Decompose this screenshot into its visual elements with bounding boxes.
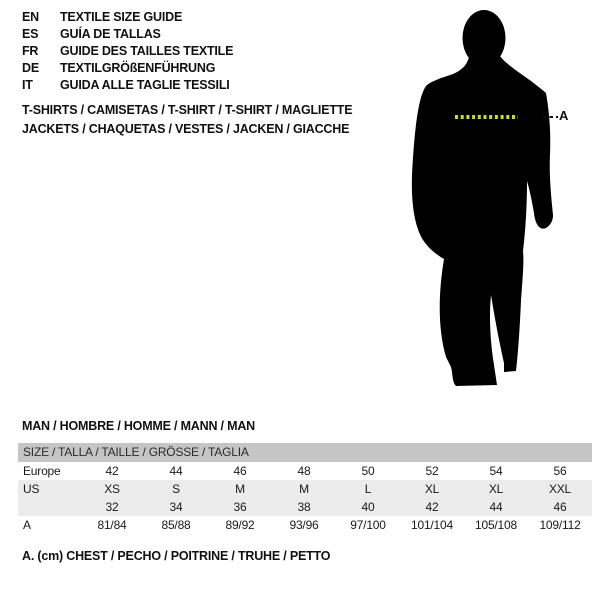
size-cell: XL [424, 482, 440, 496]
language-title: GUIDA ALLE TAGLIE TESSILI [60, 78, 230, 92]
footnote-chest: A. (cm) CHEST / PECHO / POITRINE / TRUHE / PETTO [22, 549, 331, 563]
language-title: TEXTILGRÖßENFÜHRUNG [60, 61, 216, 75]
language-title: TEXTILE SIZE GUIDE [60, 10, 183, 24]
section-title-man: MAN / HOMBRE / HOMME / MANN / MAN [22, 419, 255, 433]
size-cell: M [235, 482, 245, 496]
size-cell: 101/104 [411, 518, 453, 532]
language-list [22, 9, 233, 94]
size-cell: 105/108 [475, 518, 517, 532]
size-cell: XL [488, 482, 504, 496]
size-cell: L [364, 482, 372, 496]
row-label: Europe [23, 464, 61, 478]
category-tshirts: T-SHIRTS / CAMISETAS / T-SHIRT / T-SHIRT / MAGLIETTE [22, 103, 353, 117]
size-cell: 44 [489, 500, 503, 514]
size-cell: M [299, 482, 309, 496]
language-code: FR [22, 44, 39, 58]
table-row [18, 462, 592, 480]
garment-categories [22, 101, 352, 139]
size-cell: S [172, 482, 180, 496]
size-cell: 93/96 [289, 518, 319, 532]
size-table [18, 443, 592, 534]
size-cell: 38 [297, 500, 311, 514]
size-cell: 52 [425, 464, 439, 478]
man-silhouette [405, 5, 570, 395]
size-cell: 34 [169, 500, 183, 514]
size-table-body [18, 462, 592, 534]
size-cell: XXL [548, 482, 572, 496]
size-cell: 97/100 [350, 518, 386, 532]
measure-label-a: A [559, 108, 569, 123]
category-jackets: JACKETS / CHAQUETAS / VESTES / JACKEN / GIACCHE [22, 122, 350, 136]
size-cell: 42 [105, 464, 119, 478]
size-cell: 50 [361, 464, 375, 478]
language-title: GUÍA DE TALLAS [60, 27, 161, 41]
table-row [18, 480, 592, 498]
size-cell: 56 [553, 464, 567, 478]
size-cell: 46 [553, 500, 567, 514]
language-code: IT [22, 78, 33, 92]
size-cell: 109/112 [539, 518, 581, 532]
table-row [18, 516, 592, 534]
size-cell: 46 [233, 464, 247, 478]
language-code: ES [22, 27, 39, 41]
size-cell: 89/92 [225, 518, 255, 532]
size-cell: XS [104, 482, 120, 496]
row-label: A [23, 518, 31, 532]
language-code: DE [22, 61, 39, 75]
size-cell: 85/88 [161, 518, 191, 532]
size-cell: 36 [233, 500, 247, 514]
silhouette-body [412, 53, 553, 386]
size-cell: 48 [297, 464, 311, 478]
size-table-header: SIZE / TALLA / TAILLE / GRÖSSE / TAGLIA [18, 443, 592, 462]
table-row [18, 498, 592, 516]
size-cell: 81/84 [97, 518, 127, 532]
size-cell: 40 [361, 500, 375, 514]
size-cell: 42 [425, 500, 439, 514]
row-label: US [23, 482, 40, 496]
language-code: EN [22, 10, 39, 24]
language-title: GUIDE DES TAILLES TEXTILE [60, 44, 234, 58]
size-cell: 54 [489, 464, 503, 478]
size-cell: 44 [169, 464, 183, 478]
size-cell: 32 [105, 500, 119, 514]
